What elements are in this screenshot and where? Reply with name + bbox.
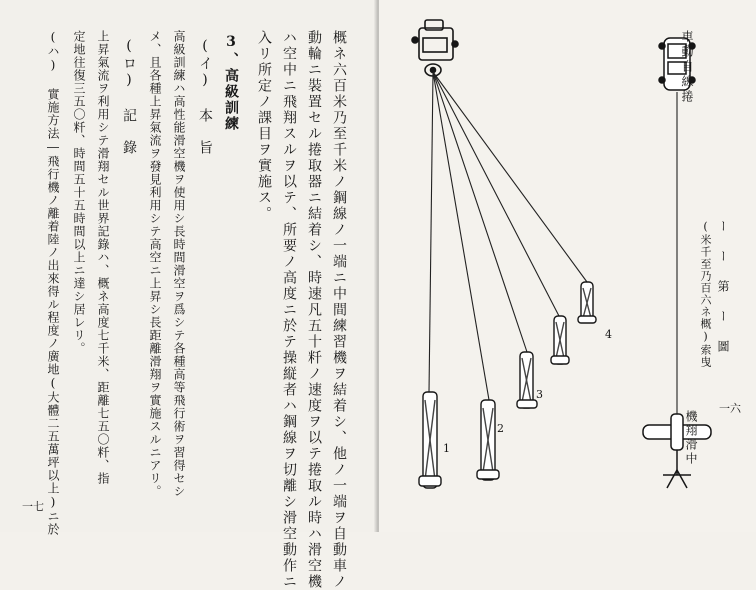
text-column-1: 概ネ六百米乃至千米ノ鋼線ノ一端ニ中間練習機ヲ結着シ、他ノ一端ヲ自動車ノ (331, 30, 347, 590)
section-heading: 3、高級訓練 (223, 34, 239, 132)
figure-title: ー ー 第 ー 圖 (716, 220, 730, 354)
page-number-left: 一七 (22, 500, 44, 513)
top-label: 車動自線捲 (680, 30, 694, 105)
text-column-10: 上昇氣流ヲ利用シテ滑翔セル世界記錄ハ、概ネ高度七千米、距離七五〇粁、指 (96, 30, 110, 485)
left-page (0, 0, 377, 590)
glider-stage-2-icon (477, 400, 499, 480)
subheading-purpose: (イ) 本 旨 (197, 38, 213, 156)
stage-number-2: 2 (497, 422, 504, 435)
text-column-7: 高級訓練ハ高性能滑空機ヲ使用シ長時間滑空ヲ爲シテ各種高等飛行術ヲ習得セシ (172, 30, 186, 498)
subheading-record: (ロ) 記 錄 (121, 38, 137, 156)
glider-stage-1-icon (419, 392, 441, 488)
right-page (379, 0, 756, 532)
text-column-8: メ、且各種上昇氣流ヲ發見利用シテ高空ニ上昇シ長距離滑翔ヲ實施スルニアリ。 (148, 30, 162, 498)
stage-number-3: 3 (536, 388, 543, 401)
text-column-11: 定地往復三五〇粁、時間五十五時間以上ニ達シ居レリ。 (72, 30, 86, 355)
text-column-2: 動輪ニ裝置セル捲取器ニ結着シ、時速凡五十粁ノ速度ヲ以テ捲取ル時ハ滑空機 (306, 30, 322, 590)
glider-stage-3-icon (517, 352, 537, 408)
glider-stage-4-icon (551, 316, 569, 364)
climbing-glider-icon (643, 414, 711, 488)
glider-stage-5-icon (578, 282, 596, 323)
bottom-label: 機翔滑中 (684, 410, 698, 466)
text-column-12: (ハ) 實施方法―飛行機ノ離着陸ノ出來得ル程度ノ廣地(大體二五萬坪以上)ニ於 (46, 30, 60, 536)
text-column-4: 入リ所定ノ課目ヲ實施ス。 (256, 30, 272, 222)
text-column-3: ハ空中ニ飛翔スルヲ以テ、所要ノ高度ニ於テ操縦者ハ鋼線ヲ切離シ滑空動作ニ (281, 30, 297, 590)
stage-number-1: 1 (443, 442, 450, 455)
figure-caption: (米千至乃百六ネ概)索曳 (699, 220, 712, 368)
winch-truck-icon (412, 20, 458, 76)
page-number-right: 一六 (719, 402, 741, 415)
stage-number-4: 4 (605, 328, 612, 341)
